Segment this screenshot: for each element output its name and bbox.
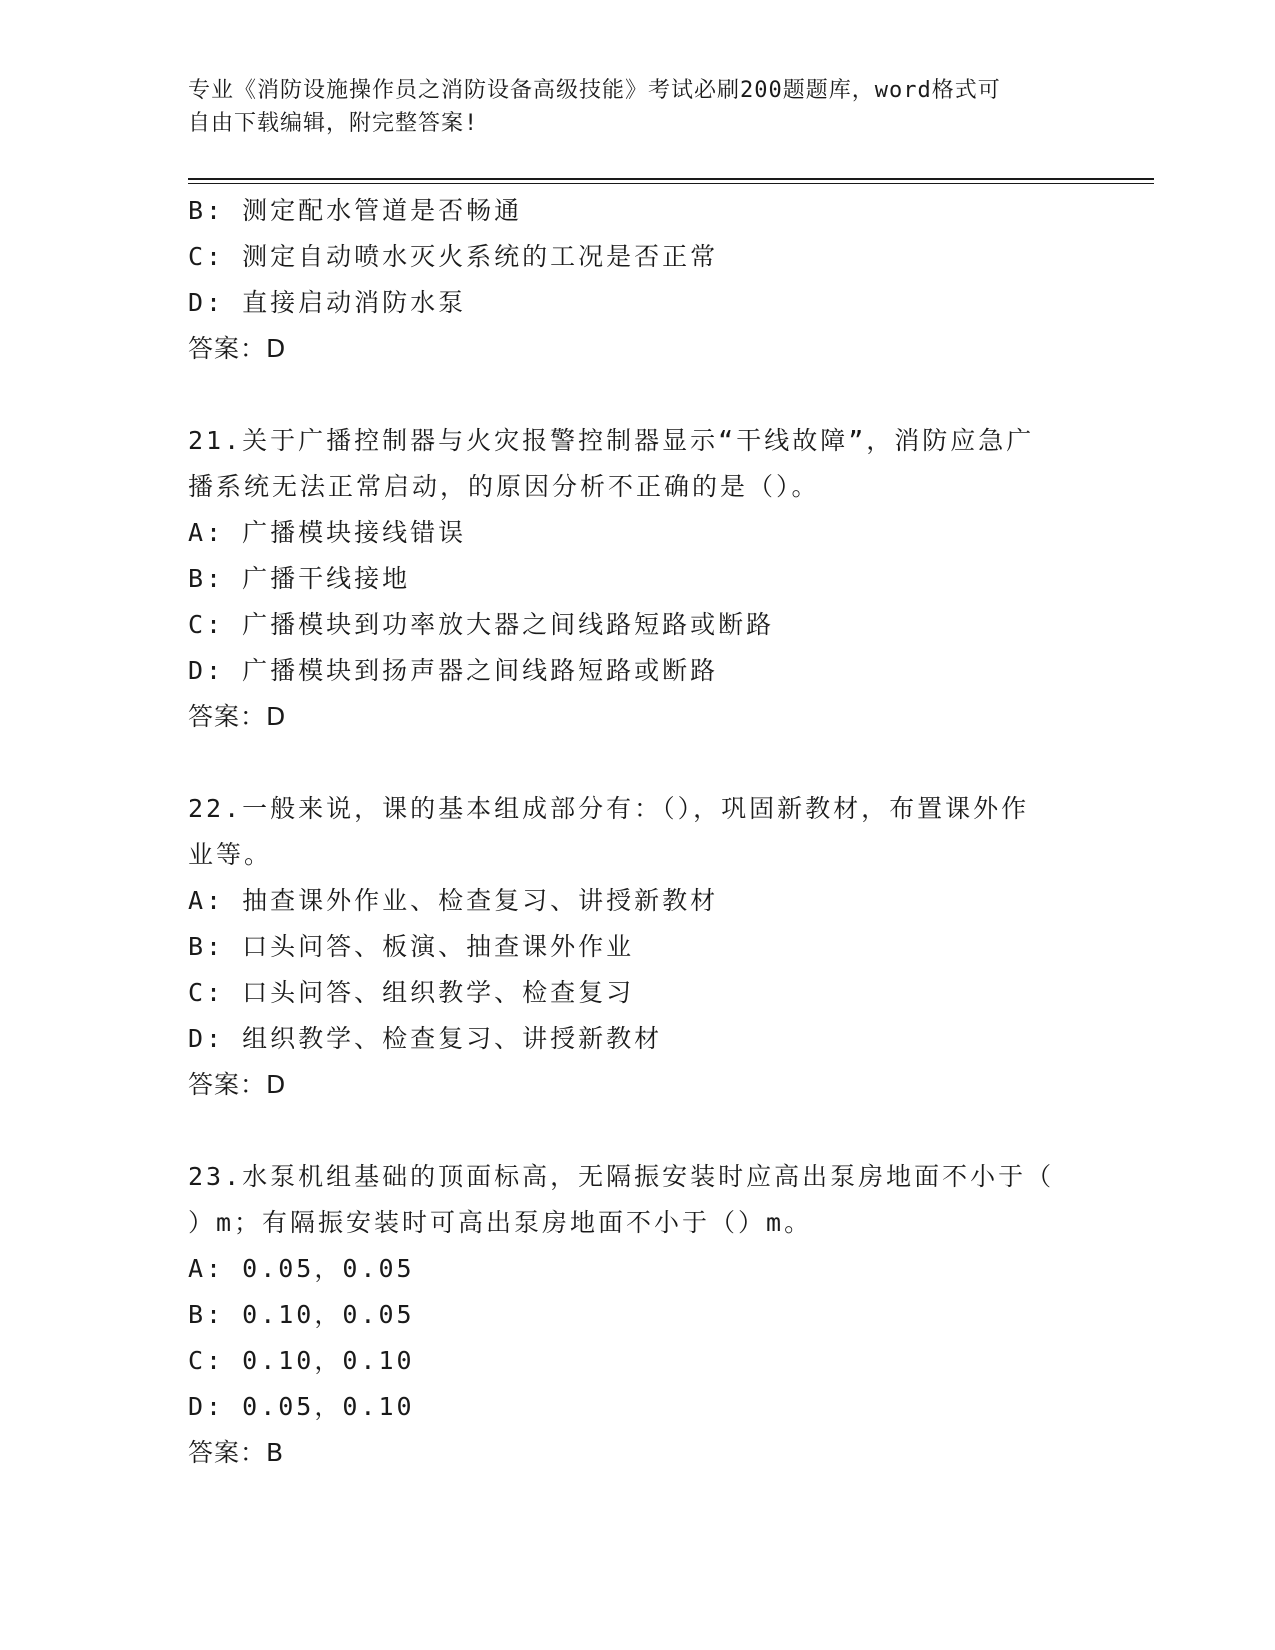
document-header	[188, 74, 1068, 140]
question-text-line-2: 播系统无法正常启动，的原因分析不正确的是（）。	[188, 472, 820, 501]
option-c: C: 口头问答、组织教学、检查复习	[188, 978, 635, 1007]
question-text-line-2: 业等。	[188, 840, 273, 869]
answer-line: 答案：B	[188, 1438, 285, 1467]
option-b: B: 0.10，0.05	[188, 1300, 415, 1329]
carryover-question	[188, 188, 1088, 372]
option-a: A: 广播模块接线错误	[188, 518, 467, 547]
question-text-line-1: 22.一般来说，课的基本组成部分有：（），巩固新教材，布置课外作	[188, 794, 1030, 823]
option-d: D: 组织教学、检查复习、讲授新教材	[188, 1024, 663, 1053]
option-b: B: 口头问答、板演、抽查课外作业	[188, 932, 635, 961]
option-a: A: 抽查课外作业、检查复习、讲授新教材	[188, 886, 719, 915]
option-c: C: 广播模块到功率放大器之间线路短路或断路	[188, 610, 775, 639]
header-line-2: 自由下载编辑，附完整答案!	[188, 111, 479, 136]
answer-line: 答案：D	[188, 1070, 287, 1099]
option-b: B: 测定配水管道是否畅通	[188, 196, 523, 225]
spacer	[188, 372, 1088, 418]
option-d: D: 直接启动消防水泵	[188, 288, 467, 317]
answer-line: 答案：D	[188, 702, 287, 731]
option-c: C: 0.10，0.10	[188, 1346, 415, 1375]
question-text-line-2: ）m；有隔振安装时可高出泵房地面不小于（）m。	[188, 1208, 813, 1237]
question-23	[188, 1154, 1088, 1476]
header-divider-thick	[188, 178, 1154, 180]
question-list	[188, 188, 1088, 1476]
option-d: D: 广播模块到扬声器之间线路短路或断路	[188, 656, 719, 685]
answer-line: 答案：D	[188, 334, 287, 363]
option-a: A: 0.05，0.05	[188, 1254, 415, 1283]
option-d: D: 0.05，0.10	[188, 1392, 415, 1421]
option-c: C: 测定自动喷水灭火系统的工况是否正常	[188, 242, 719, 271]
spacer	[188, 740, 1088, 786]
question-text-line-1: 21.关于广播控制器与火灾报警控制器显示“干线故障”，消防应急广	[188, 426, 1035, 455]
question-21	[188, 418, 1088, 740]
spacer	[188, 1108, 1088, 1154]
question-22	[188, 786, 1088, 1108]
header-divider-thin	[188, 183, 1154, 184]
option-b: B: 广播干线接地	[188, 564, 411, 593]
header-line-1: 专业《消防设施操作员之消防设备高级技能》考试必刷200题题库，word格式可	[188, 78, 1001, 103]
question-text-line-1: 23.水泵机组基础的顶面标高，无隔振安装时应高出泵房地面不小于（	[188, 1162, 1055, 1191]
